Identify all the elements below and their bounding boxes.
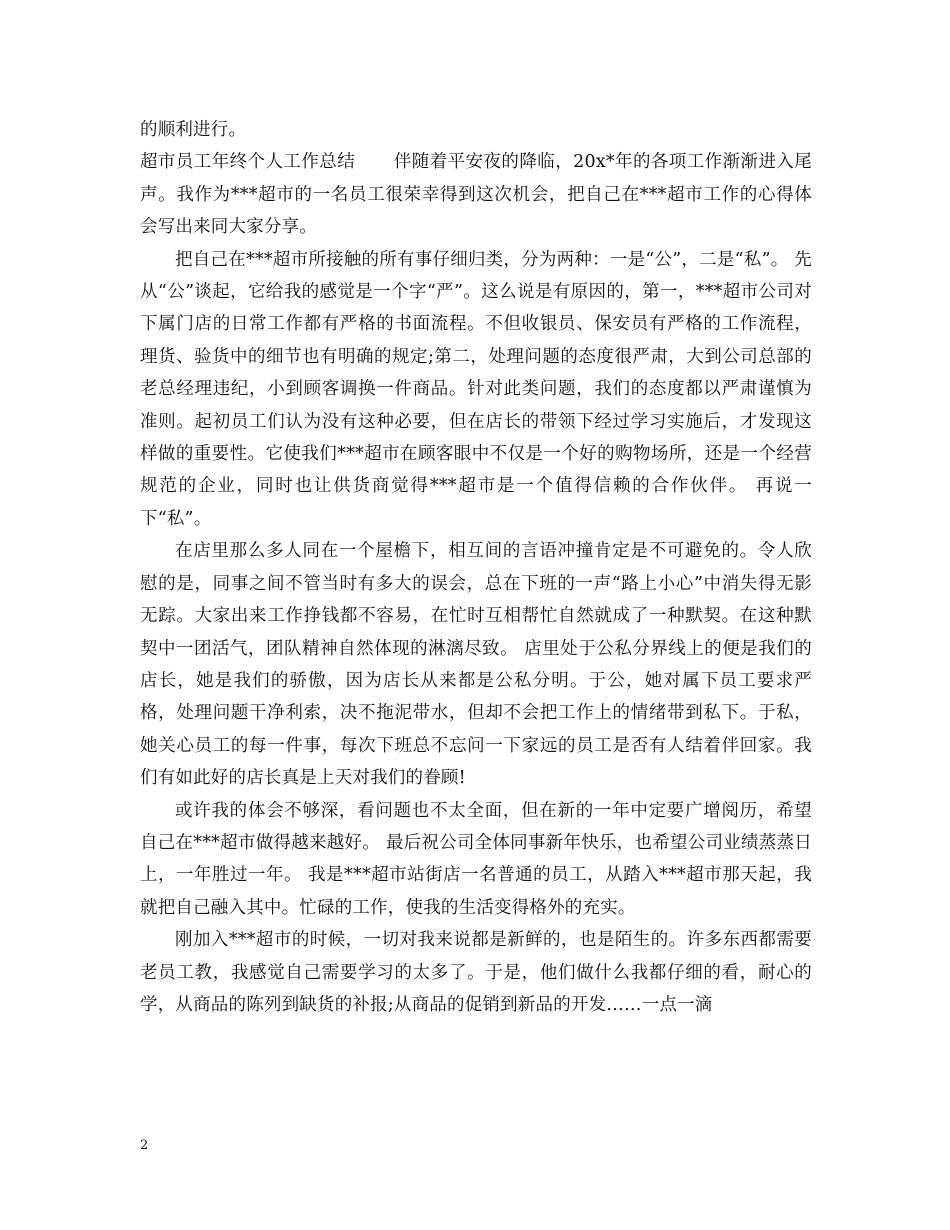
paragraph-text: 的顺利进行。 — [140, 120, 247, 140]
paragraph-text: 或许我的体会不够深，看问题也不太全面，但在新的一年中定要广增阅历，希望自己在***超市做得越来越好。 最后祝公司全体同事新年快乐，也希望公司业绩蒸蒸日上，一年胜过一年。 我是***超市站街店一名普通的员工，从踏入***超市那天起，我就把自己融入其中。忙碌的工作，使我的生活变得格外的充实。 — [140, 800, 812, 918]
paragraph-text: 在店里那么多人同在一个屋檐下，相互间的言语冲撞肯定是不可避免的。令人欣慰的是，同事之间不管当时有多大的误会，总在下班的一声“路上小心”中消失得无影无踪。大家出来工作挣钱都不容易，在忙时互相帮忙自然就成了一种默契。在这种默契中一团活气，团队精神自然体现的淋漓尽致。 店里处于公私分界线上的便是我们的店长，她是我们的骄傲，因为店长从来都是公私分明。于公，她对属下员工要求严格，处理问题干净利索，决不拖泥带水，但却不会把工作上的情绪带到私下。于私，她关心员工的每一件事，每次下班总不忘问一下家远的员工是否有人结着伴回家。我们有如此好的店长真是上天对我们的眷顾! — [140, 541, 812, 789]
paragraph-text: 刚加入***超市的时候，一切对我来说都是新鲜的，也是陌生的。许多东西都需要老员工教，我感觉自己需要学习的太多了。于是，他们做什么我都仔细的看，耐心的学，从商品的陈列到缺货的补报;从商品的促销到新品的开发……一点一滴 — [140, 930, 812, 1015]
page-number: 2 — [140, 1138, 149, 1153]
document-title: 超市员工年终个人工作总结 — [140, 152, 356, 173]
paragraph-gong-si — [140, 244, 812, 536]
paragraph-joining — [140, 924, 812, 1021]
paragraph-text: 把自己在***超市所接触的所有事仔细归类，分为两种：一是“公”，二是“私”。 先从“公”谈起，它给我的感觉是一个字“严”。这么说是有原因的，第一，***超市公司对下属门店的日常工作都有严格的书面流程。不但收银员、保安员有严格的工作流程，理货、验货中的细节也有明确的规定;第二，处理问题的态度很严肃，大到公司总部的老总经理违纪，小到顾客调换一件商品。针对此类问题，我们的态度都以严肃谨慎为准则。起初员工们认为没有这种必要，但在店长的带领下经过学习实施后，才发现这样做的重要性。它使我们***超市在顾客眼中不仅是一个好的购物场所，还是一个经营规范的企业，同时也让供货商觉得***超市是一个值得信赖的合作伙伴。 再说一下“私”。 — [140, 249, 812, 529]
paragraph-title-intro — [140, 146, 812, 243]
paragraph-colleagues — [140, 535, 812, 794]
paragraph-continuation — [140, 114, 812, 146]
document-body — [140, 114, 812, 1021]
paragraph-reflection — [140, 795, 812, 925]
paragraph-text: 伴随着平安夜的降临，20x*年的各项工作渐渐进入尾声。我作为***超市的一名员工很荣幸得到这次机会，把自己在***超市工作的心得体会写出来同大家分享。 — [140, 152, 812, 238]
